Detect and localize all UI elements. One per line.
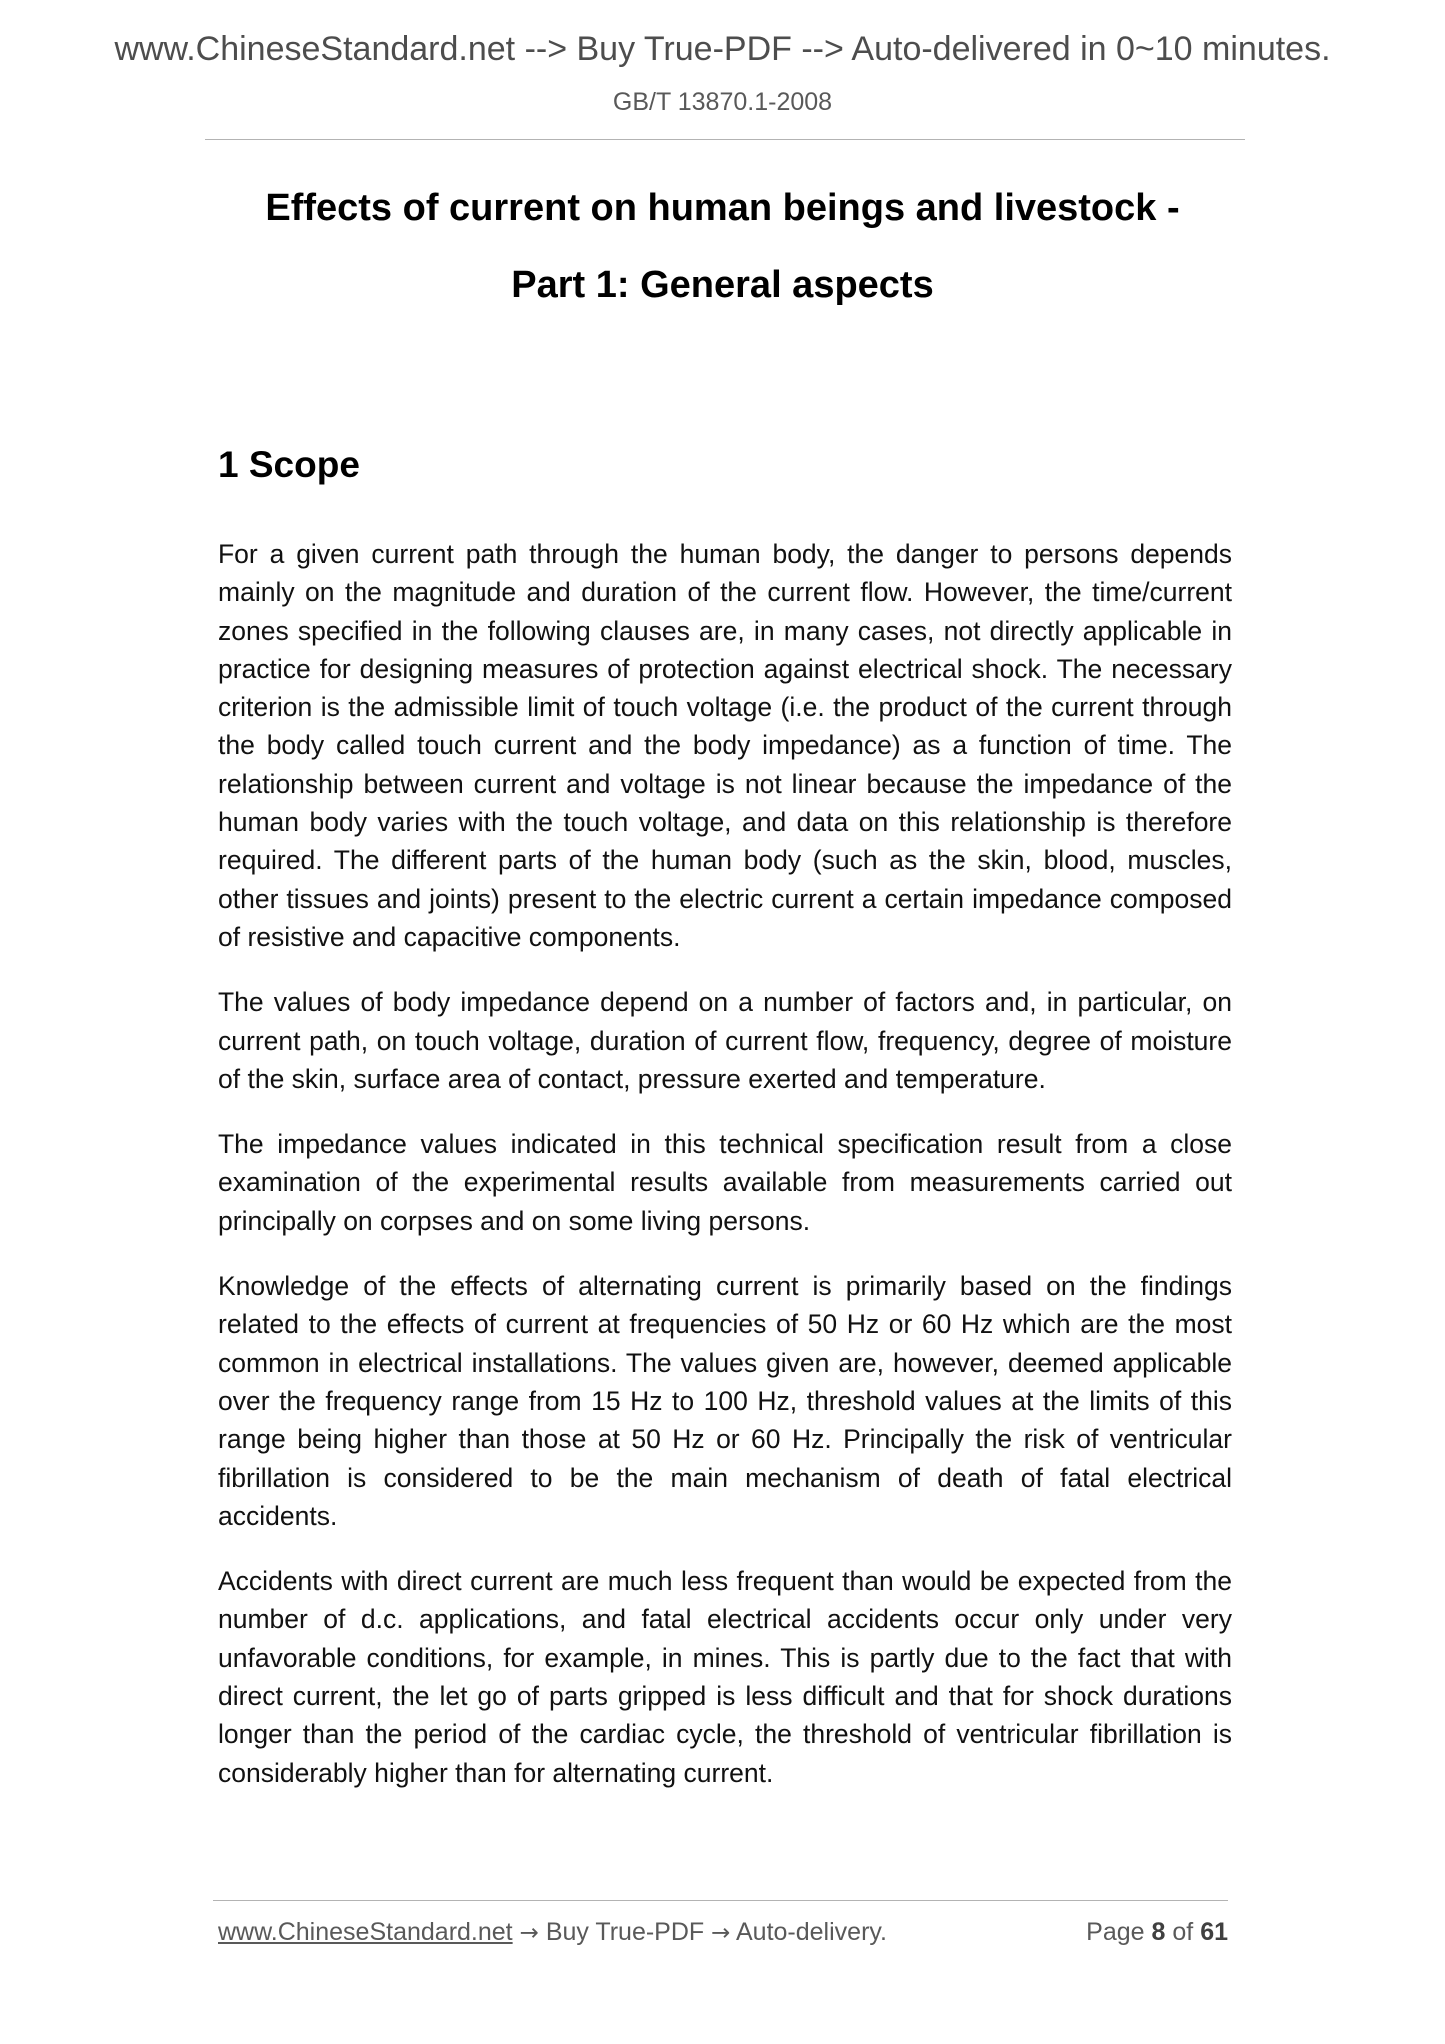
document-title-line-2: Part 1: General aspects [511,264,934,306]
arrow-right-icon: → [519,1920,539,1946]
paragraph-1: For a given current path through the human body, the danger to persons depends mainly on the magnitude and duration of the current flow. However, the time/current zones specified in the following clauses are, in many cases, not directly applicable in practice for designing measures of protection against electrical shock. The necessary criterion is the admissible limit of touch voltage (i.e. the product of the current through the body called touch current and the body impedance) as a function of time. The relationship between current and voltage is not linear because the impedance of the human body varies with the touch voltage, and data on this relationship is therefore required. The different parts of the human body (such as the skin, blood, muscles, other tissues and joints) present to the electric current a certain impedance composed of resistive and capacitive components. [218,539,1232,952]
paragraph-4: Knowledge of the effects of alternating current is primarily based on the findings related to the effects of current at frequencies of 50 Hz or 60 Hz which are the most common in electrical installations. The values given are, however, deemed applicable over the frequency range from 15 Hz to 100 Hz, threshold values at the limits of this range being higher than those at 50 Hz or 60 Hz. Principally the risk of ventricular fibrillation is considered to be the main mechanism of death of fatal electrical accidents. [218,1271,1232,1531]
standard-number: GB/T 13870.1-2008 [612,88,833,116]
footer-buy-text: Buy True-PDF [545,1918,705,1946]
footer [218,1918,1228,1947]
page-of-label: of [1172,1918,1194,1946]
scope-body [218,535,1232,1819]
arrow-right-icon: → [711,1920,731,1946]
paragraph-2: The values of body impedance depend on a number of factors and, in particular, on current path, on touch voltage, duration of current flow, frequency, degree of moisture of the skin, surface area of contact, pressure exerted and temperature. [218,987,1232,1094]
page-label: Page [1086,1918,1145,1946]
page-current: 8 [1151,1918,1166,1946]
page-total: 61 [1200,1918,1228,1946]
document-title-line-1: Effects of current on human beings and livestock - [265,187,1180,229]
footer-divider [213,1900,1228,1901]
footer-delivery-text: Auto-delivery. [736,1918,887,1946]
page-indicator [1086,1918,1228,1947]
footer-website-link[interactable]: www.ChineseStandard.net [218,1918,513,1946]
paragraph-3: The impedance values indicated in this technical specification result from a close examination of the experimental results available from measurements carried out principally on corpses and on some living persons. [218,1129,1232,1236]
top-banner: www.ChineseStandard.net --> Buy True-PDF --> Auto-delivered in 0~10 minutes. [114,30,1331,68]
header-divider [205,139,1245,140]
section-heading-scope: 1 Scope [218,444,360,485]
paragraph-5: Accidents with direct current are much less frequent than would be expected from the number of d.c. applications, and fatal electrical accidents occur only under very unfavorable conditions, for example, in mines. This is partly due to the fact that with direct current, the let go of parts gripped is less difficult and that for shock durations longer than the period of the cardiac cycle, the threshold of ventricular fibrillation is considerably higher than for alternating current. [218,1566,1232,1788]
